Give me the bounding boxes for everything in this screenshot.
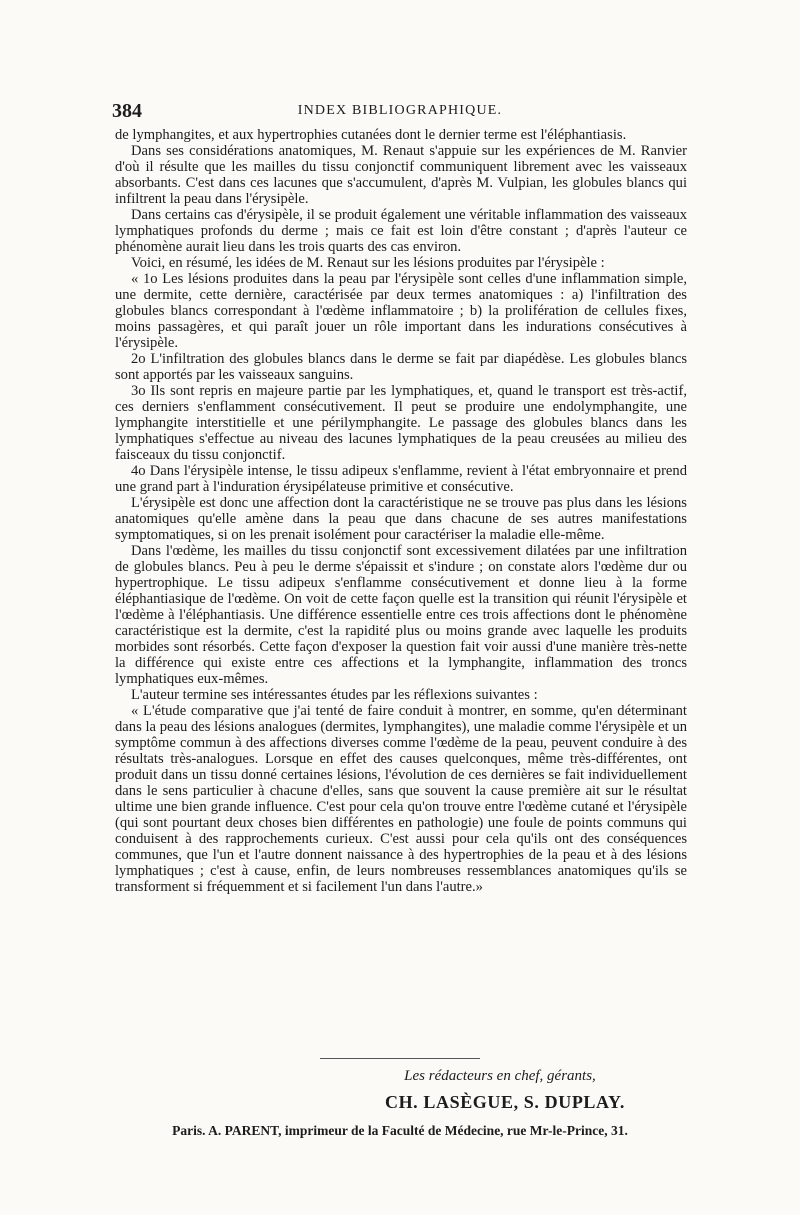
paragraph: de lymphangites, et aux hypertrophies cutanées dont le dernier terme est l'éléphantiasis. bbox=[115, 127, 627, 143]
paragraph: L'auteur termine ses intéressantes études par les réflexions suivantes : bbox=[131, 687, 538, 703]
editors-line: Les rédacteurs en chef, gérants, bbox=[404, 1068, 596, 1084]
paragraph: « L'étude comparative que j'ai tenté de faire conduit à montrer, en somme, qu'en déterminant dans la peau des lésions analogues (dermites, lymphangites), une maladie comme l'érysipèle et un symptôme commun à des affections diverses comme l'œdème de la peau, peuvent conduire à des résultats très-analogues. Lorsque en effet des causes quelconques, même très-différentes, ont produit dans un tissu donné certaines lésions, l'évolution de ces dernières se fait individuellement dans le sens particulier à chacune d'elles, sans que souvent la cause première ait sur le résultat ultime une bien grande influence. C'est pour cela qu'on trouve entre l'œdème cutané et l'érysipèle (qui sont pourtant deux choses bien différentes en pathologie) une foule de points communs qui conduisent à des rapprochements curieux. C'est aussi pour cela qu'ils ont des conséquences communes, que l'un et l'autre donnent naissance à des hypertrophies de la peau et à des lésions lymphatiques ; c'est à cause, enfin, de leurs nombreuses ressemblances anatomiques qu'ils se transforment si fréquemment et si facilement l'un dans l'autre.» bbox=[115, 703, 687, 895]
page-header bbox=[112, 100, 688, 124]
page-number: 384 bbox=[112, 100, 142, 122]
printer-imprint: Paris. A. PARENT, imprimeur de la Faculté de Médecine, rue Mr-le-Prince, 31. bbox=[172, 1123, 628, 1138]
paragraph: Dans ses considérations anatomiques, M. Renaut s'appuie sur les expériences de M. Ranvier d'où il résulte que les mailles du tissu conjonctif communiquent librement avec les vaisseaux absorbants. C'est dans ces lacunes que s'accumulent, d'après M. Vulpian, les globules blancs qui infiltrent la peau dans l'érysipèle. bbox=[115, 143, 687, 207]
paragraph: 2o L'infiltration des globules blancs dans le derme se fait par diapédèse. Les globules blancs sont apportés par les vaisseaux sanguins. bbox=[115, 351, 687, 383]
separator-rule bbox=[320, 1058, 480, 1059]
editors-names: CH. LASÈGUE, S. DUPLAY. bbox=[384, 1092, 626, 1112]
paragraph: Voici, en résumé, les idées de M. Renaut sur les lésions produites par l'érysipèle : bbox=[131, 255, 605, 271]
paragraph: 3o Ils sont repris en majeure partie par les lymphatiques, et, quand le transport est très-actif, ces derniers s'enflamment consécutivement. Il peut se produire une endolymphangite, une lymphangite interstitielle et une périlymphangite. Le passage des globules blancs dans les lymphatiques s'effectue au niveau des lacunes lymphatiques de la peau creusées au milieu des faisceaux du tissu conjonctif. bbox=[115, 383, 687, 463]
paragraph: Dans certains cas d'érysipèle, il se produit également une véritable inflammation des vaisseaux lymphatiques profonds du derme ; mais ce fait est loin d'être constant ; d'après l'auteur ce phénomène aurait lieu dans les trois quarts des cas environ. bbox=[115, 207, 687, 255]
running-head: INDEX BIBLIOGRAPHIQUE. bbox=[297, 103, 503, 118]
paragraph: Dans l'œdème, les mailles du tissu conjonctif sont excessivement dilatées par une infiltration de globules blancs. Peu à peu le derme s'épaissit et s'indure ; on constate alors l'œdème dur ou hypertrophique. Le tissu adipeux s'enflamme consécutivement et donne lieu à la forme éléphantiasique de l'œdème. On voit de cette façon quelle est la transition qui réunit l'érysipèle et l'œdème à l'éléphantiasis. Une différence essentielle entre ces trois affections dont le phénomène caractéristique est la dermite, c'est la rapidité plus ou moins grande avec laquelle les produits morbides sont résorbés. Cette façon d'exposer la question fait voir aussi d'une manière très-nette la différence qui existe entre ces affections et la lymphangite, inflammation des troncs lymphatiques eux-mêmes. bbox=[115, 543, 687, 687]
paragraph: « 1o Les lésions produites dans la peau par l'érysipèle sont celles d'une inflammation simple, une dermite, cette dernière, caractérisée par deux termes anatomiques : a) l'infiltration des globules blancs correspondant à l'œdème inflammatoire ; b) la prolifération de cellules fixes, moins passagères, et qui paraît jouer un rôle important dans les indurations consécutives à l'érysipèle. bbox=[115, 271, 687, 351]
paragraph: L'érysipèle est donc une affection dont la caractéristique ne se trouve pas plus dans les lésions anatomiques qu'elle amène dans la peau que dans chacune de ses autres manifestations symptomatiques, si on les prenait isolément pour caractériser la maladie elle-même. bbox=[115, 495, 687, 543]
body-text bbox=[115, 127, 687, 895]
paragraph: 4o Dans l'érysipèle intense, le tissu adipeux s'enflamme, revient à l'état embryonnaire et prend une grand part à l'induration érysipélateuse primitive et consécutive. bbox=[115, 463, 687, 495]
